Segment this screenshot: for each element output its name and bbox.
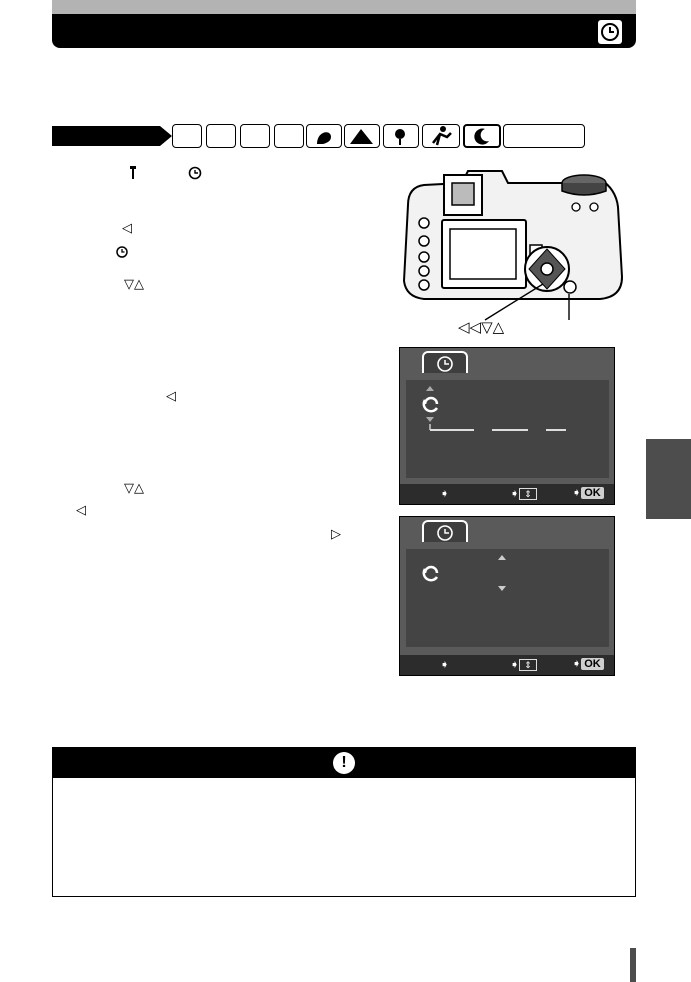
clock-icon [424,353,466,373]
sports-icon [422,124,460,148]
mode-box-s [240,124,270,148]
lcd-footer: ➧ ➧ ⇕ ➧ OK [400,655,614,675]
left-arrow-icon: ◁ [122,221,132,236]
lcd-panel [406,380,609,478]
mode-box-a [206,124,236,148]
datetime-fields [406,380,609,478]
mode-box-movie [503,124,585,148]
arrow-keys-label: ◁◁▽△ [458,318,505,336]
page-number-marker [630,948,636,982]
clock-icon [188,166,202,180]
ok-button: OK [581,658,604,670]
down-up-arrows-icon: ▽△ [124,481,144,496]
macro-icon [383,124,419,148]
lcd-tab [422,520,468,542]
lcd-tab [422,351,468,373]
ok-button: OK [581,487,604,499]
mode-arrow-label [52,126,172,146]
down-up-arrows-icon: ▽△ [124,277,144,292]
left-arrow-icon: ◁ [166,389,176,404]
mode-box-p [172,124,202,148]
caution-box [52,747,636,897]
lcd-panel [406,549,609,647]
page-header [52,14,636,48]
portrait-icon [306,124,342,148]
clock-icon [598,20,622,44]
left-arrow-icon: ◁ [76,503,86,518]
mode-box-m [274,124,304,148]
wrench-icon [129,166,137,180]
clock-icon [424,522,466,542]
night-scene-icon [463,124,501,148]
lcd-screen-datetime-1 [399,347,615,505]
landscape-icon [344,124,380,148]
caution-header [53,748,635,778]
exclamation-icon: ! [333,752,355,774]
lcd-footer: ➧ ➧ ⇕ ➧ OK [400,484,614,504]
clock-icon [115,245,129,259]
right-arrow-icon: ▷ [331,527,341,542]
header-stripe [52,0,636,14]
datetime-fields [406,549,609,647]
chapter-tab [646,439,691,519]
lcd-screen-datetime-2 [399,516,615,676]
